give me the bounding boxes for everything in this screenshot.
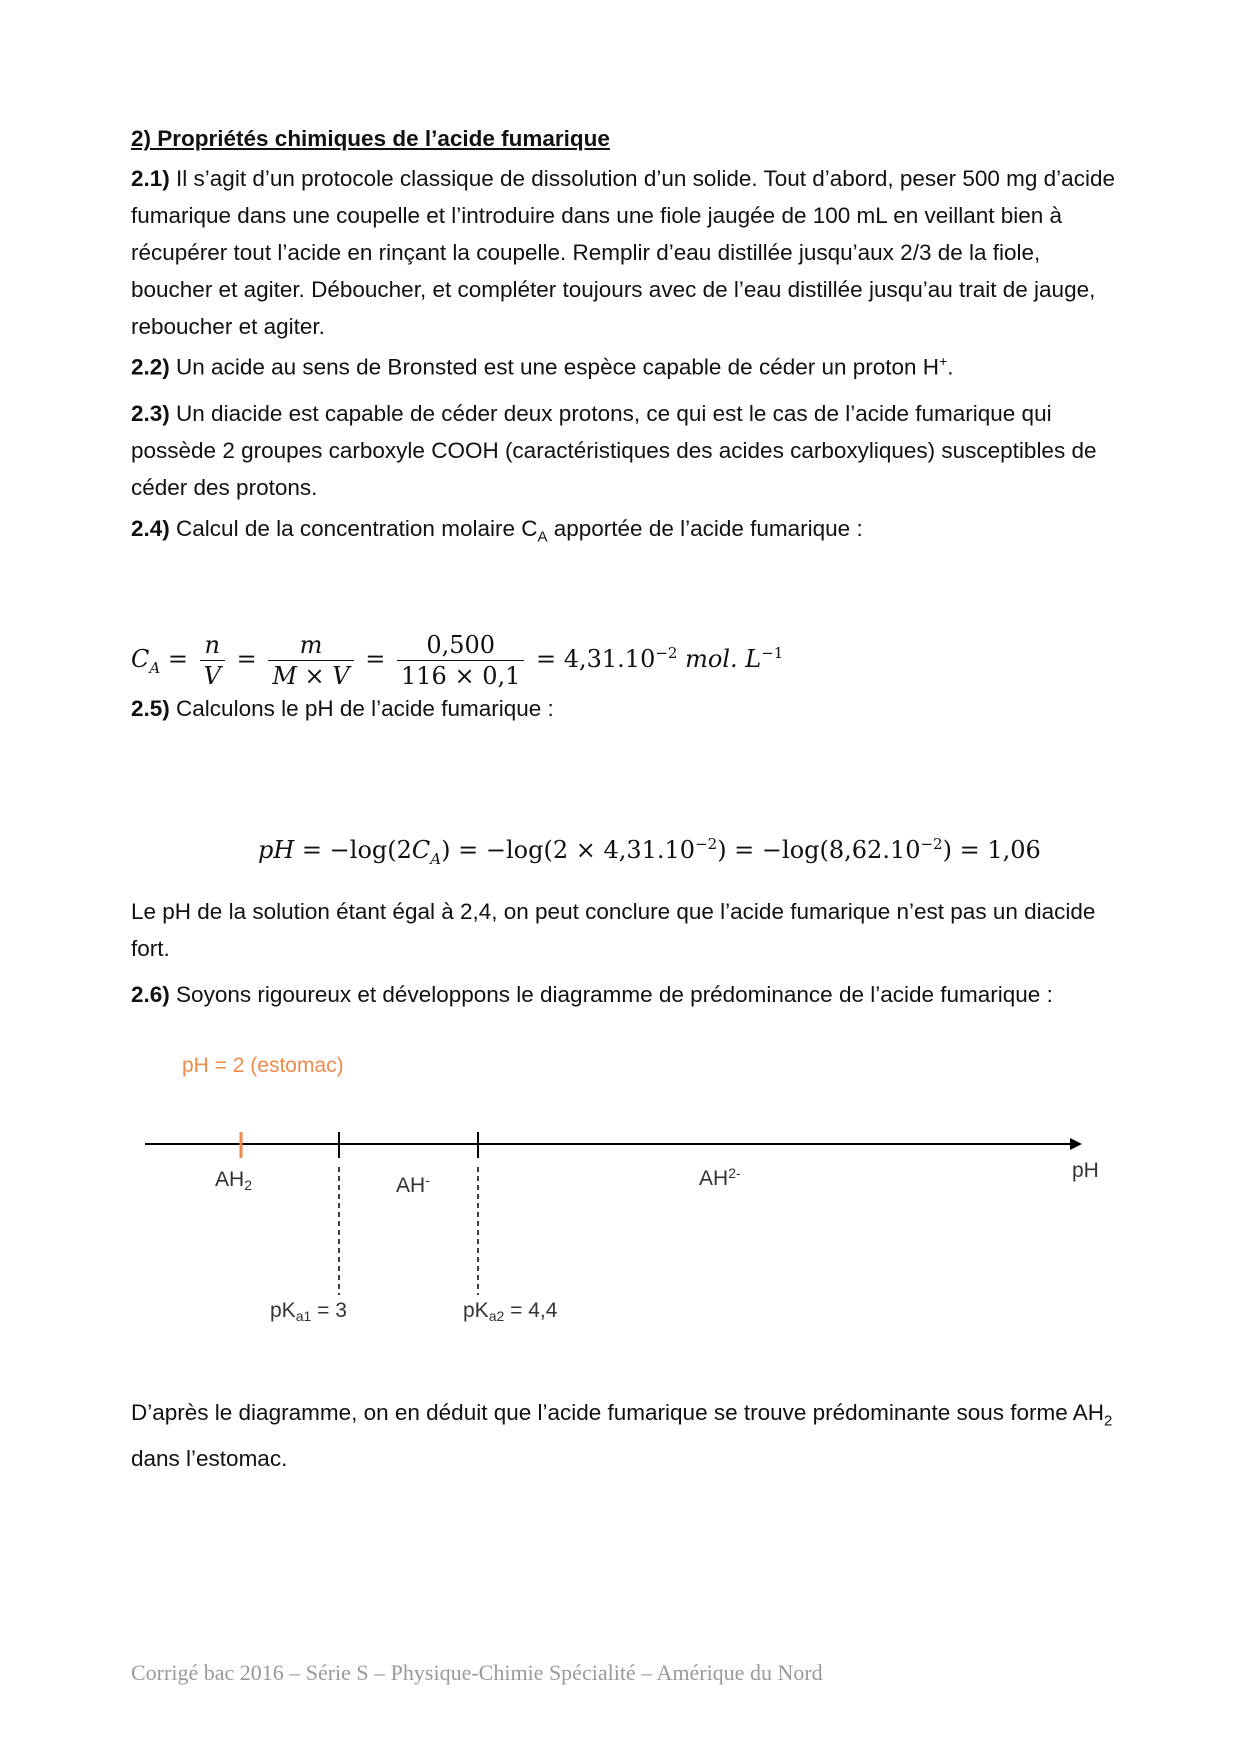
paragraph-text-after: apportée de l’acide fumarique : <box>547 516 863 541</box>
eq-sign: = <box>167 645 188 673</box>
axis-label: pH <box>1072 1159 1099 1182</box>
pka2-label: pKa2 = 4,4 <box>463 1299 558 1324</box>
paragraph-2-3 <box>131 395 1116 506</box>
question-number: 2.4) <box>131 516 170 541</box>
subscript: A <box>537 528 548 546</box>
fraction-numeric: $\frac{0,500}{116 \times 0,1}$ <box>397 630 524 691</box>
question-number: 2.3) <box>131 401 170 426</box>
eq-unit: mol. L <box>685 645 762 673</box>
fraction-n-over-v: $\frac{n}{V}$ <box>200 630 225 691</box>
paragraph-2-6-conclusion: D’après le diagramme, on en déduit que l’acide fumarique se trouve prédominante sous forme $AH_2$ dans l’estomac. <box>131 1400 1113 1471</box>
axis-arrow-head <box>1070 1138 1082 1150</box>
eq-lhs-sub: A <box>149 658 161 677</box>
page-footer: Corrigé bac 2016 – Série S – Physique-Chimie Spécialité – Amérique du Nord <box>131 1660 823 1685</box>
concentration-equation <box>131 630 783 691</box>
fraction-m-over-mv: $\frac{m}{M \times V}$ <box>268 630 353 691</box>
eq-lhs-var: C <box>131 645 150 673</box>
paragraph-text: Calculons le pH de l’acide fumarique : <box>176 696 554 721</box>
eq-sign: = <box>365 645 386 673</box>
eq-result-exp: −2 <box>655 644 678 662</box>
paragraph-2-4 <box>131 510 1116 556</box>
paragraph-2-5-conclusion: Le pH de la solution étant égal à 2,4, on peut conclure que l’acide fumarique n’est pas un diacide fort. <box>131 899 1096 961</box>
question-number: 2.2) <box>131 354 170 380</box>
zone-ah2-label: AH2 <box>215 1168 252 1193</box>
question-number: 2.5) <box>131 696 170 721</box>
paragraph-text: Un diacide est capable de céder deux protons, ce qui est le cas de l’acide fumarique qui possède 2 groupes carboxyle COOH (caractéristiques des acides carboxyliques) susceptibles de céder des protons. <box>131 401 1097 500</box>
stomach-ph-label: pH = 2 (estomac) <box>182 1054 344 1077</box>
zone-ah-2minus-label: $AH^{2-}$ <box>699 1165 741 1190</box>
paragraph-text: Un acide au sens de Bronsted est une espèce capable de céder un proton H <box>176 354 940 380</box>
eq-unit-exp: −1 <box>761 644 784 662</box>
superscript: + <box>939 353 948 369</box>
paragraph-end: . <box>947 354 954 380</box>
paragraph-text: Il s’agit d’un protocole classique de dissolution d’un solide. Tout d’abord, peser 500 mg d’acide fumarique dans une coupelle et l’introduire dans une fiole jaugée de 100 mL en veillant bien à récupérer tout l’acide en rinçant la coupelle. Remplir d’eau distillée jusqu’aux 2/3 de la fiole, boucher et agiter. Déboucher, et compléter toujours avec de l’eau distillée jusqu’au trait de jauge, reboucher et agiter. <box>131 166 1115 339</box>
ph-equation: pH = $-\log(2C_A) = -\log(2 \times 4,31.10^{-2}) = -\log(8,62.10^{-2}) = 1,06$ <box>258 835 1041 868</box>
question-number: 2.1) <box>131 166 170 191</box>
paragraph-2-1 <box>131 160 1116 345</box>
paragraph-2-5 <box>131 690 1116 727</box>
paragraph-2-6 <box>131 976 1116 1013</box>
paragraph-text: Calcul de la concentration molaire C <box>176 516 538 541</box>
eq-result: = 4,31.10 <box>536 645 656 673</box>
predominance-diagram <box>130 1040 1110 1330</box>
pka1-label: pKa1 = 3 <box>270 1299 347 1324</box>
paragraph-text: Soyons rigoureux et développons le diagramme de prédominance de l’acide fumarique : <box>176 982 1053 1007</box>
section-title: 2) Propriétés chimiques de l’acide fumarique <box>131 126 610 151</box>
question-number: 2.6) <box>131 982 170 1007</box>
eq-sign: = <box>236 645 257 673</box>
zone-ah-minus-label: AH- <box>396 1172 430 1197</box>
paragraph-2-2 <box>131 343 1116 386</box>
